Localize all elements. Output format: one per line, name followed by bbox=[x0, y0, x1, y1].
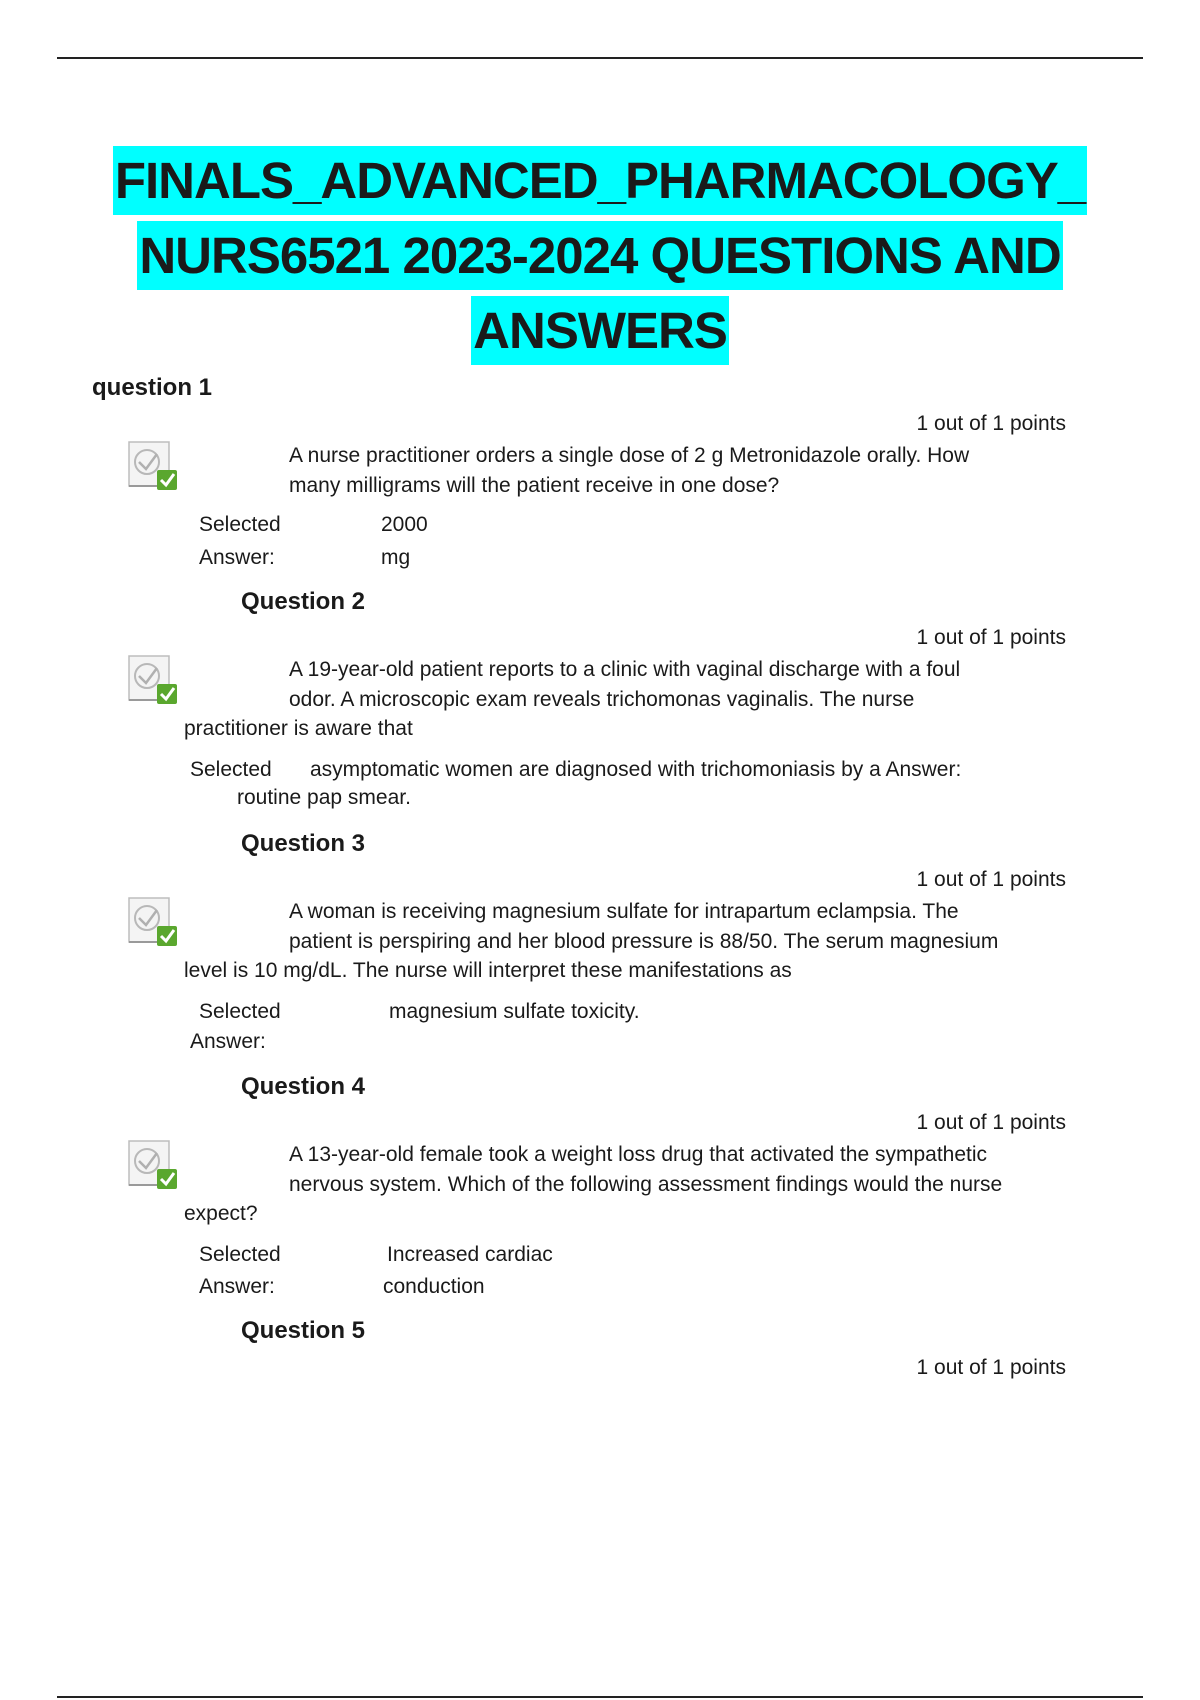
document-title-line-3: ANSWERS bbox=[0, 305, 1200, 356]
question-4-answer-line-1: Increased cardiac bbox=[387, 1243, 553, 1266]
question-5-points: 1 out of 1 points bbox=[916, 1356, 1066, 1379]
document-title-line-1: FINALS_ADVANCED_PHARMACOLOGY_ bbox=[0, 155, 1200, 206]
question-3-heading: Question 3 bbox=[241, 830, 366, 857]
question-3-prompt-line-2: patient is perspiring and her blood pressure is 88/50. The serum magnesium bbox=[289, 930, 999, 953]
bottom-rule bbox=[57, 1696, 1143, 1698]
question-4-prompt-line-1: A 13-year-old female took a weight loss drug that activated the sympathetic bbox=[289, 1143, 988, 1166]
question-3-prompt-line-3: level is 10 mg/dL. The nurse will interpret these manifestations as bbox=[184, 959, 792, 982]
question-3-prompt-line-1: A woman is receiving magnesium sulfate for intrapartum eclampsia. The bbox=[289, 900, 959, 923]
question-2-answer-line-2: routine pap smear. bbox=[237, 786, 411, 809]
question-2-prompt-line-2: odor. A microscopic exam reveals trichomonas vaginalis. The nurse bbox=[289, 688, 915, 711]
top-rule bbox=[57, 57, 1143, 59]
question-2-points: 1 out of 1 points bbox=[916, 626, 1066, 649]
question-2-prompt-line-3: practitioner is aware that bbox=[184, 717, 413, 740]
question-3-answer-label: Answer: bbox=[190, 1030, 266, 1053]
question-1-heading: question 1 bbox=[92, 374, 213, 401]
question-1-answer-label: Answer: bbox=[199, 546, 275, 569]
question-4-answer-line-2: conduction bbox=[383, 1275, 485, 1298]
question-3-selected-label: Selected bbox=[199, 1000, 281, 1023]
correct-check-icon bbox=[127, 896, 181, 948]
question-2-selected-label: Selected bbox=[190, 758, 272, 781]
correct-check-icon bbox=[127, 654, 181, 706]
question-2-answer-line-1: asymptomatic women are diagnosed with trichomoniasis by a Answer: bbox=[310, 758, 962, 781]
question-1-points: 1 out of 1 points bbox=[916, 412, 1066, 435]
question-4-prompt-line-2: nervous system. Which of the following assessment findings would the nurse bbox=[289, 1173, 1003, 1196]
correct-check-icon bbox=[127, 440, 181, 492]
question-1-answer-unit: mg bbox=[381, 546, 411, 569]
question-4-points: 1 out of 1 points bbox=[916, 1111, 1066, 1134]
question-1-answer-value: 2000 bbox=[381, 513, 428, 536]
question-3-answer-value: magnesium sulfate toxicity. bbox=[389, 1000, 640, 1023]
question-4-heading: Question 4 bbox=[241, 1073, 366, 1100]
document-title-line-2: NURS6521 2023-2024 QUESTIONS AND bbox=[0, 230, 1200, 281]
correct-check-icon bbox=[127, 1139, 181, 1191]
question-3-points: 1 out of 1 points bbox=[916, 868, 1066, 891]
question-4-prompt-line-3: expect? bbox=[184, 1202, 258, 1225]
question-1-selected-label: Selected bbox=[199, 513, 281, 536]
question-1-prompt: A nurse practitioner orders a single dose of 2 g Metronidazole orally. How many milligrams will the patient receive in one dose? bbox=[289, 444, 970, 497]
question-5-heading: Question 5 bbox=[241, 1317, 366, 1344]
question-4-selected-label: Selected bbox=[199, 1243, 281, 1266]
question-2-heading: Question 2 bbox=[241, 588, 366, 615]
question-2-prompt-line-1: A 19-year-old patient reports to a clinic with vaginal discharge with a foul bbox=[289, 658, 961, 681]
question-4-answer-label: Answer: bbox=[199, 1275, 275, 1298]
